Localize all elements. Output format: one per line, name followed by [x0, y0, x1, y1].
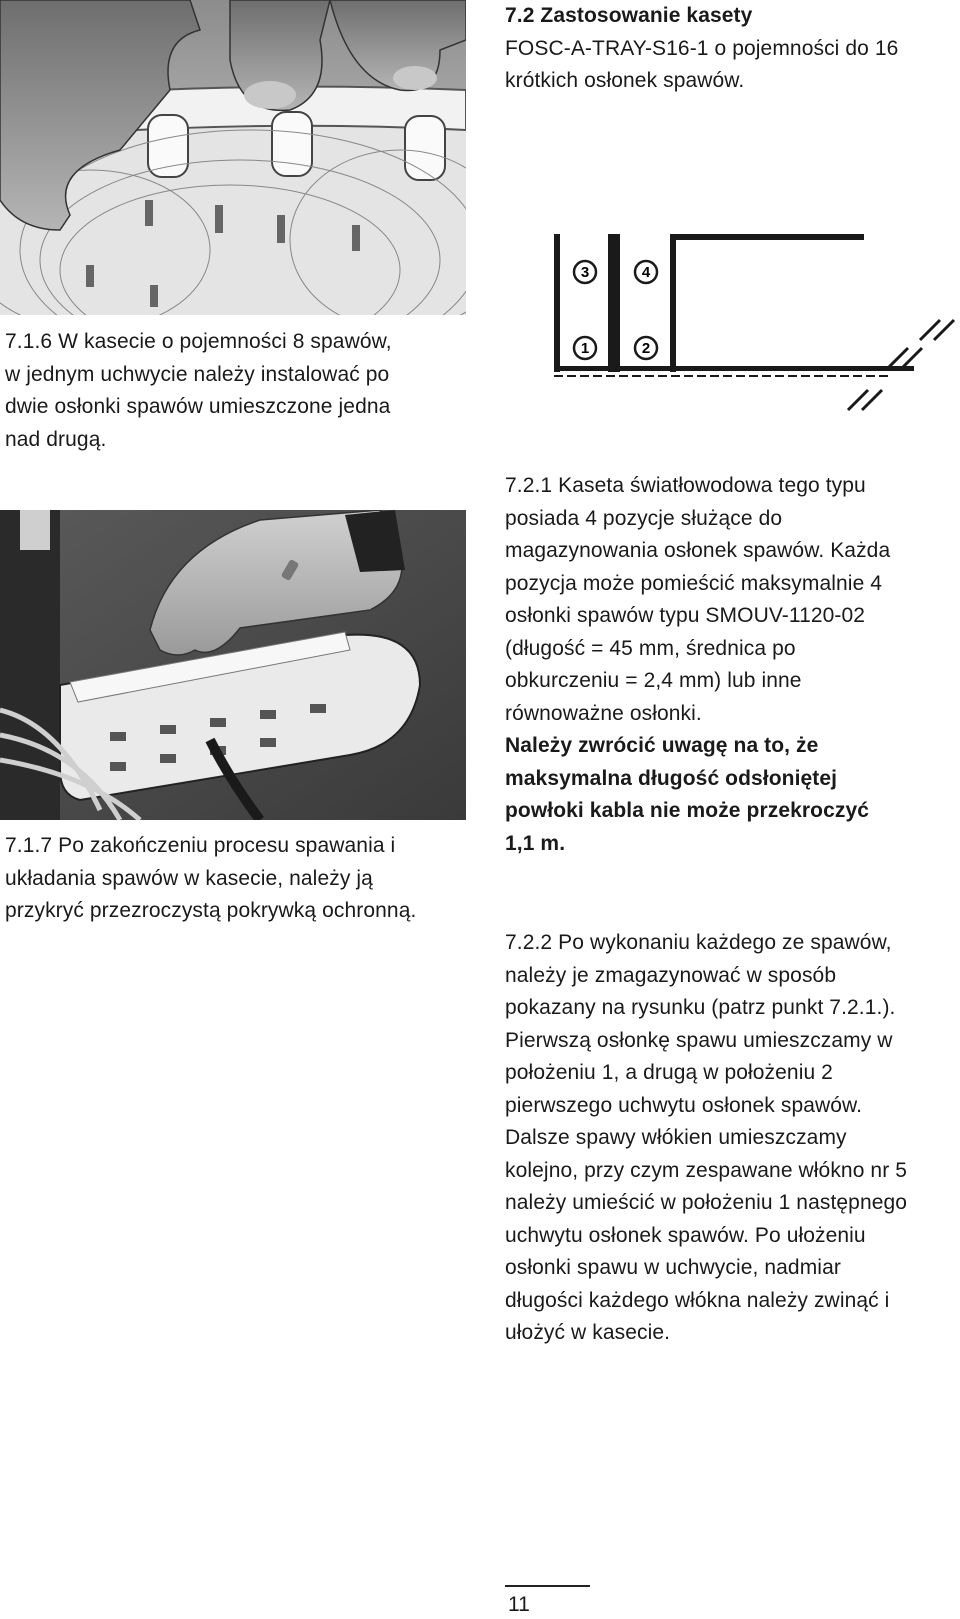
text-line: Dalsze spawy włókien umieszczamy: [505, 1126, 847, 1149]
diagram-label-3: 3: [580, 264, 590, 281]
text-line: należy je zmagazynować w sposób: [505, 963, 837, 987]
text-line: należy umieścić w położeniu 1 następnego: [505, 1191, 908, 1214]
photo-splice-holder: [0, 0, 466, 315]
text-line: długości każdego włókna należy zwinąć i: [505, 1288, 890, 1312]
section-7-2-heading: 7.2 Zastosowanie kasety: [505, 4, 753, 27]
warning-line: maksymalna długość odsłoniętej: [505, 766, 838, 790]
footer-rule: [505, 1585, 590, 1587]
text-line: Pierwszą osłonkę spawu umieszczamy w: [505, 1028, 893, 1052]
splice-position-diagram: [548, 228, 958, 428]
text-line: 7.1.6 W kasecie o pojemności 8 spawów,: [5, 330, 392, 353]
section-7-1-7-block: [5, 830, 485, 928]
text-line: osłonki spawu w uchwycie, nadmiar: [505, 1256, 841, 1279]
section-7-2-block: [505, 0, 955, 98]
section-7-2-1-block: [505, 470, 955, 860]
text-line: posiada 4 pozycje służące do: [505, 506, 783, 530]
section-7-1-6-block: [5, 326, 475, 456]
text-line: pokazany na rysunku (patrz punkt 7.2.1.).: [505, 996, 896, 1019]
text-line: dwie osłonki spawów umieszczone jedna: [5, 395, 391, 418]
warning-line: 1,1 m.: [505, 831, 566, 855]
text-line: równoważne osłonki.: [505, 701, 702, 725]
text-line: osłonki spawów typu SMOUV-1120-02: [505, 604, 866, 627]
diagram-label-4: 4: [641, 264, 651, 281]
page-number: 11: [508, 1593, 530, 1616]
text-line: przykryć przezroczystą pokrywką ochronną.: [5, 899, 417, 922]
text-line: 7.1.7 Po zakończeniu procesu spawania i: [5, 834, 396, 857]
text-line: uchwytu osłonek spawów. Po ułożeniu: [505, 1223, 866, 1247]
text-line: ułożyć w kasecie.: [505, 1321, 671, 1344]
text-line: (długość = 45 mm, średnica po: [505, 636, 796, 660]
warning-line: powłoki kabla nie może przekroczyć: [505, 799, 870, 822]
text-line: 7.2.2 Po wykonaniu każdego ze spawów,: [505, 931, 892, 954]
text-line: krótkich osłonek spawów.: [505, 69, 745, 92]
text-line: FOSC-A-TRAY-S16-1 o pojemności do 16: [505, 36, 899, 60]
text-line: magazynowania osłonek spawów. Każda: [505, 539, 891, 562]
diagram-label-2: 2: [641, 340, 651, 357]
text-line: kolejno, przy czym zespawane włókno nr 5: [505, 1158, 908, 1182]
text-line: położeniu 1, a drugą w położeniu 2: [505, 1061, 833, 1084]
section-7-2-2-block: [505, 927, 960, 1350]
text-line: 7.2.1 Kaseta światłowodowa tego typu: [505, 474, 866, 497]
text-line: układania spawów w kasecie, należy ją: [5, 866, 373, 890]
text-line: pozycja może pomieścić maksymalnie 4: [505, 571, 883, 595]
text-line: w jednym uchwycie należy instalować po: [5, 362, 390, 386]
photo-tray-cover: [0, 510, 466, 820]
text-line: obkurczeniu = 2,4 mm) lub inne: [505, 669, 802, 692]
warning-line: Należy zwrócić uwagę na to, że: [505, 734, 819, 757]
diagram-label-1: 1: [580, 340, 590, 357]
text-line: nad drugą.: [5, 427, 107, 451]
text-line: pierwszego uchwytu osłonek spawów.: [505, 1093, 863, 1117]
